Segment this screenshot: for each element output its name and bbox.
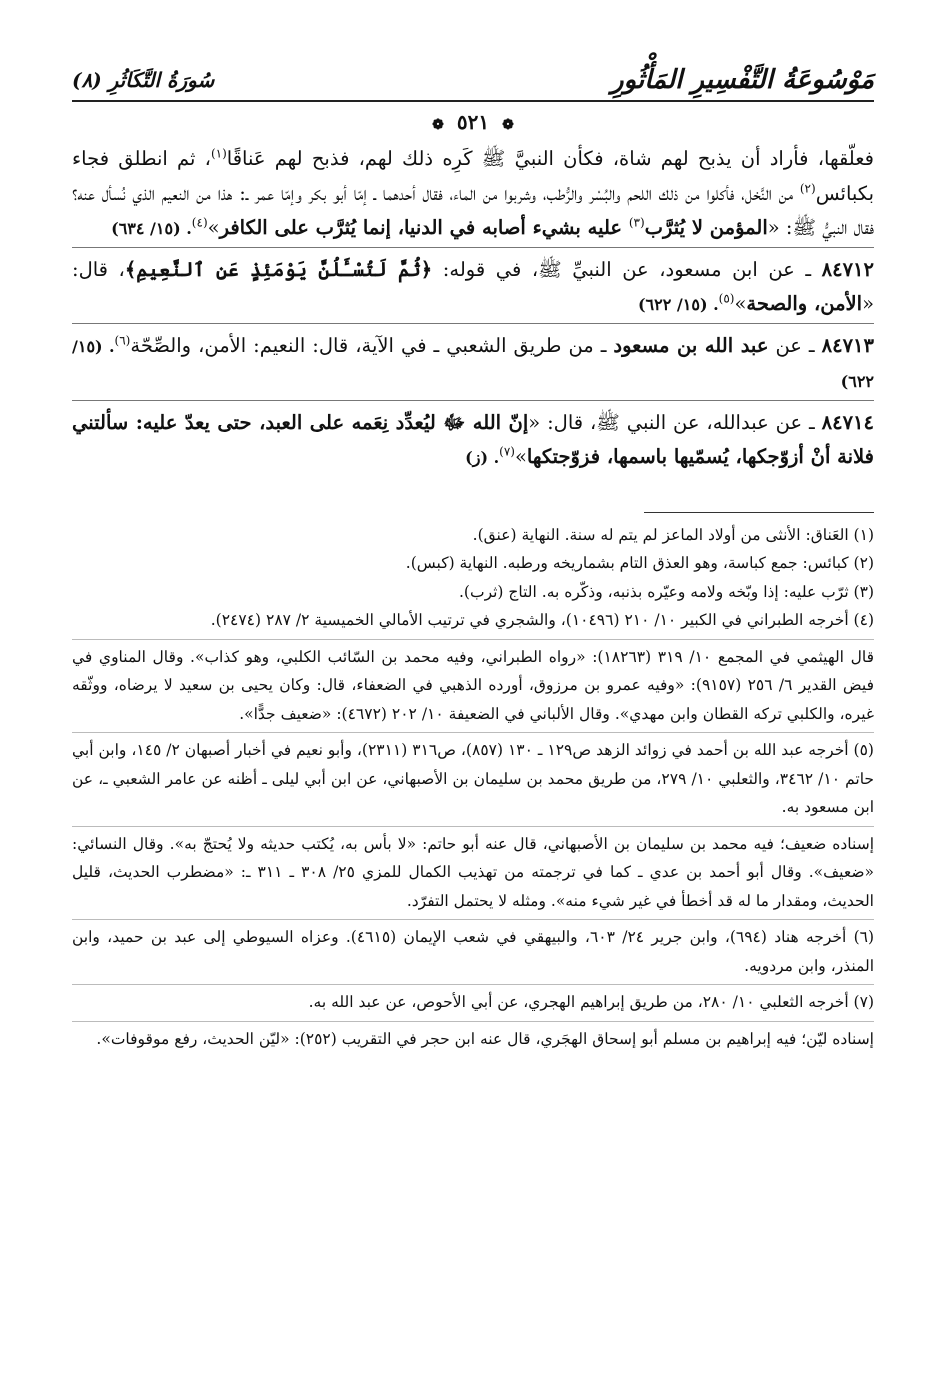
footnotes — [72, 521, 874, 1054]
text-run: فعلّقها، فأراد أن يذبح لهم شاة، فكأن النبيَّ ﷺ كَرِه ذلك لهم، فذبح لهم عَناقًا — [226, 147, 874, 170]
footnote-marker[interactable]: (٢) — [799, 181, 816, 195]
hadith-text: عليه بشيء أصابه في الدنيا، إنما يُثرَّب على الكافر — [219, 216, 629, 239]
page-number-row — [72, 102, 874, 142]
volume-reference: . (١٥/ ٦٢٢) — [72, 336, 874, 391]
text-run: ـ عن عبدالله، عن النبي ﷺ، قال: « — [528, 410, 822, 434]
footnote-commentary: إسناده ليّن؛ فيه إبراهيم بن مسلم أبو إسحاق الهجَري، قال عنه ابن حجر في التقريب (٢٥٢): «ليّن الحديث، رفع موقوفات». — [72, 1021, 874, 1054]
footnote: (٦) أخرجه هناد (٦٩٤)، وابن جرير ٢٤/ ٦٠٣، والبيهقي في شعب الإيمان (٤٦١٥). وعزاه السيوطي إلى عبد بن حميد، وابن المنذر، وابن مردويه. — [72, 919, 874, 980]
text-run: ـ عن ابن مسعود، عن النبيِّ ﷺ، في قوله: — [432, 257, 822, 281]
text-run: ، قال: « — [72, 257, 874, 315]
ornament-icon: ❁ — [502, 117, 514, 133]
footnote: (٢) كبائس: جمع كباسة، وهو العذق التام بشماريخه ورطبه. النهاية (كبس). — [405, 554, 874, 572]
hadith-text: المؤمن لا يُثرَّب — [644, 216, 768, 239]
surah-title: سُورَةُ التَّكَاثُرِ (٨) — [72, 68, 215, 92]
footnote-marker[interactable]: (١) — [210, 146, 227, 161]
text-run: من النَّخل، فأكلوا من ذلك اللحم والبُسْر والرُّطب، وشربوا من الماء، فقال أحدهما ـ إمّا أبو بكر وإمّا عمر ـ: هذا من النعيم الذي نُسأل عنه؟ فقال النبيُّ ﷺ: « — [72, 181, 874, 239]
footnote: (٣) ثرّب عليه: إذا وبّخه ولامه وعيّره بذنبه، وذكّره به. التاج (ثرب). — [459, 582, 874, 601]
entry-number: ٨٤٧١٣ — [821, 333, 874, 357]
footnote: (٤) أخرجه الطبراني في الكبير ١٠/ ٢١٠ (١٠٤٩٦)، والشجري في ترتيب الأمالي الخميسية ٢/ ٢٨٧ (٢٤٧٤). — [210, 611, 874, 629]
entry-84712 — [72, 247, 874, 323]
footnote-marker[interactable]: (٤) — [191, 215, 208, 230]
quran-verse: ﴿ثُمَّ لَتُسْـَٔلُنَّ يَوْمَئِذٍ عَنِ ٱلنَّعِيمِ﴾ — [124, 257, 433, 281]
text-run: » — [514, 445, 527, 468]
main-text — [72, 142, 874, 476]
entry-84713 — [72, 323, 874, 400]
text-run: ، ثم انطلق فجاء بكبائس — [72, 147, 874, 205]
hadith-text: إنّ الله ﷻ ليُعدِّد نِعَمه على العبد، حتى يعدّ عليه: سألتني فلانة أنْ أزوّجكها، يُسمّيها باسمها، فزوّجتكها — [72, 410, 874, 468]
footnote-separator — [644, 512, 874, 513]
volume-reference: . (١٥/ ٦٢٢) — [637, 295, 719, 314]
footnote-commentary: قال الهيثمي في المجمع ١٠/ ٣١٩ (١٨٢٦٣): «رواه الطبراني، وفيه محمد بن السّائب الكلبي، وهو كذاب». وقال المناوي في فيض القدير ٦/ ٢٥٦ (٩١٥٧): «وفيه عمرو بن مرزوق، أورده الذهبي في الضعفاء، قال: وكان يحيى بن سعيد لا يرضاه، ووثّقه غيره، والكلبي تركه القطان وابن مهدي». وقال الألباني في الضعيفة ١٠/ ٢٠٢ (٤٦٧٢): «ضعيف جدًّا». — [72, 639, 874, 729]
footnote: (١) العَناق: الأنثى من أولاد الماعز لم يتم له سنة. النهاية (عنق). — [472, 525, 874, 544]
hadith-text: الأمن، والصحة — [746, 292, 863, 315]
text-run: » — [207, 216, 220, 239]
page-number: ٥٢١ — [456, 110, 490, 134]
entry-84714 — [72, 400, 874, 476]
footnote-marker[interactable]: (٣) — [628, 215, 645, 230]
ornament-icon: ❁ — [432, 117, 444, 133]
footnote-marker[interactable]: (٦) — [114, 333, 131, 347]
footnote-marker[interactable]: (٧) — [499, 444, 515, 459]
continuation-paragraph — [72, 142, 874, 247]
narrator-name: عبد الله بن مسعود — [613, 333, 769, 357]
footnote: (٧) أخرجه الثعلبي ١٠/ ٢٨٠، من طريق إبراهيم الهجري، عن أبي الأحوص، عن عبد الله به. — [72, 984, 874, 1017]
footnote-commentary: إسناده ضعيف؛ فيه محمد بن سليمان بن الأصبهاني، قال عنه أبو حاتم: «لا بأس به، يُكتب حديثه ولا يُحتجّ به». وقال النسائي: «ضعيف». وقال أبو أحمد بن عدي ـ كما في ترجمته من تهذيب الكمال للمزي ٢٥/ ٣٠٨ ـ ٣١١ ـ: «مضطرب الحديث، قليل الحديث، ومقدار ما له قد أخطأ في غير شيء منه». ومثله لا يحتمل التفرّد. — [72, 826, 874, 916]
volume-reference: . (١٥/ ٦٣٤) — [111, 219, 192, 238]
volume-reference: . (ز) — [465, 448, 500, 467]
entry-number: ٨٤٧١٤ — [821, 410, 874, 434]
text-run: » — [734, 292, 747, 315]
footnote: (٥) أخرجه عبد الله بن أحمد في زوائد الزهد ص١٢٩ ـ ١٣٠ (٨٥٧)، ص٣١٦ (٢٣١١)، وأبو نعيم في أخبار أصبهان ٢/ ١٤٥، وابن أبي حاتم ١٠/ ٣٤٦٢، والثعلبي ١٠/ ٢٧٩، من طريق محمد بن سليمان بن الأصبهاني، عن ابن أبي ليلى ـ أظنه عن عامر الشعبي ـ، عن ابن مسعود به. — [72, 732, 874, 822]
running-header — [72, 60, 874, 102]
text-run: ـ عن — [768, 333, 822, 357]
footnote-marker[interactable]: (٥) — [718, 291, 735, 306]
entry-number: ٨٤٧١٢ — [821, 257, 875, 281]
series-title: مَوْسُوعَةُ التَّفْسِيرِ المَأْثُورِ — [611, 65, 874, 95]
text-run: ـ من طريق الشعبي ـ في الآية، قال: النعيم: الأمن، والصِّحّة — [130, 333, 614, 357]
